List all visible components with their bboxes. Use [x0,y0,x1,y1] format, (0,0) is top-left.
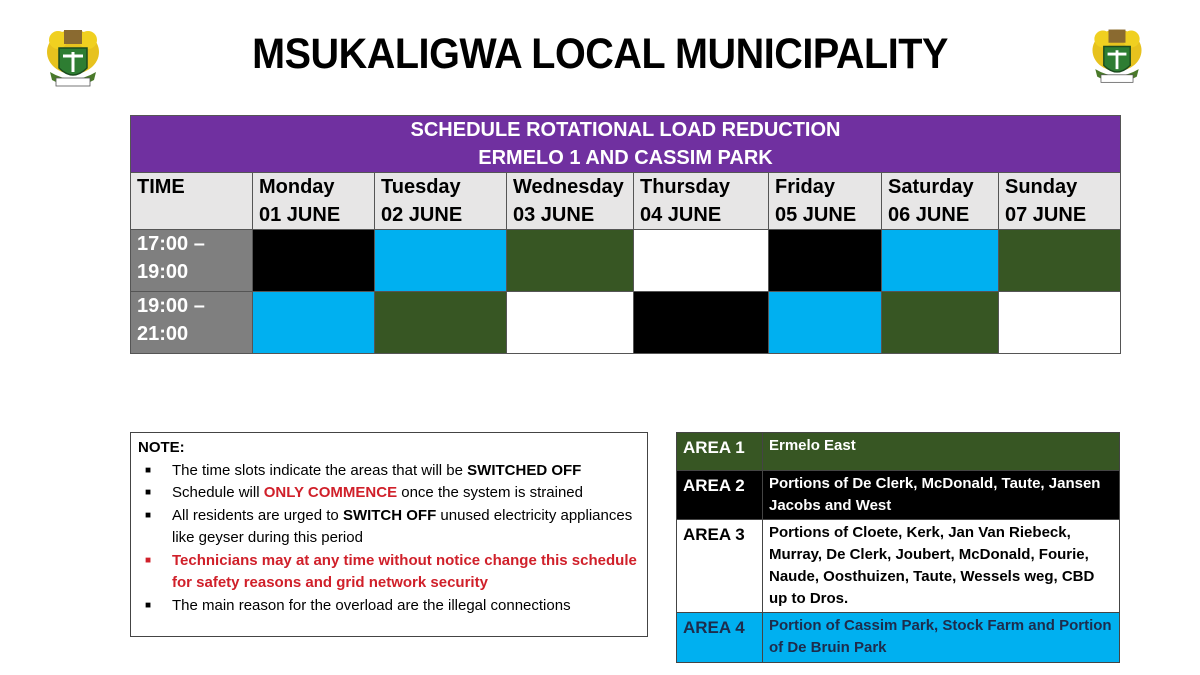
area-row-3 [677,520,1120,613]
slot-monday-19-area4 [253,292,375,354]
note-box [130,432,648,637]
slot-thursday-19-area2 [634,292,769,354]
area-description: Ermelo East [763,433,1120,471]
area-label: AREA 2 [677,471,763,520]
slot-wednesday-19-area3 [507,292,634,354]
day-header-monday: Monday 01 JUNE [253,173,375,230]
time-slot-19-21: 19:00 – 21:00 [131,292,253,354]
slot-saturday-17-area4 [882,230,999,292]
area-description: Portions of De Clerk, McDonald, Taute, Jansen Jacobs and West [763,471,1120,520]
slot-friday-19-area4 [769,292,882,354]
time-column-header: TIME [131,173,253,230]
day-header-wednesday: Wednesday 03 JUNE [507,173,634,230]
day-header-tuesday: Tuesday 02 JUNE [375,173,507,230]
slot-monday-17-area2 [253,230,375,292]
day-header-saturday: Saturday 06 JUNE [882,173,999,230]
page-title: MSUKALIGWA LOCAL MUNICIPALITY [252,30,948,78]
slot-tuesday-17-area4 [375,230,507,292]
area-description: Portion of Cassim Park, Stock Farm and Portion of De Bruin Park [763,613,1120,663]
area-label: AREA 1 [677,433,763,471]
schedule-heading: SCHEDULE ROTATIONAL LOAD REDUCTION ERMELO 1 AND CASSIM PARK [131,116,1121,173]
day-header-sunday: Sunday 07 JUNE [999,173,1121,230]
day-header-friday: Friday 05 JUNE [769,173,882,230]
note-item-warning: ■ Technicians may at any time without notice change this schedule for safety reasons and grid network security [145,551,637,591]
time-slot-17-19: 17:00 – 19:00 [131,230,253,292]
slot-saturday-19-area1 [882,292,999,354]
area-legend-table [676,432,1120,663]
note-item: ■ The main reason for the overload are the illegal connections [145,596,571,614]
area-row-2 [677,471,1120,520]
area-row-1 [677,433,1120,471]
slot-tuesday-19-area1 [375,292,507,354]
day-header-thursday: Thursday 04 JUNE [634,173,769,230]
note-item: ■ Schedule will ONLY COMMENCE once the system is strained [145,484,583,501]
area-label: AREA 4 [677,613,763,663]
slot-wednesday-17-area1 [507,230,634,292]
note-item: ■ All residents are urged to SWITCH OFF unused electricity appliances like geyser during this period [145,506,633,546]
slot-friday-17-area2 [769,230,882,292]
note-title: NOTE: [138,439,185,456]
note-item: ■ The time slots indicate the areas that will be SWITCHED OFF [145,461,582,479]
slot-sunday-19-area3 [999,292,1121,354]
area-label: AREA 3 [677,520,763,613]
area-description: Portions of Cloete, Kerk, Jan Van Riebeck, Murray, De Clerk, Joubert, McDonald, Fourie, Naude, Oosthuizen, Taute, Wessels weg, CBD up to Dros. [763,520,1120,613]
note-list [138,460,640,618]
slot-sunday-17-area1 [999,230,1121,292]
slot-thursday-17-area3 [634,230,769,292]
area-row-4 [677,613,1120,663]
load-reduction-schedule-table [130,115,1121,354]
